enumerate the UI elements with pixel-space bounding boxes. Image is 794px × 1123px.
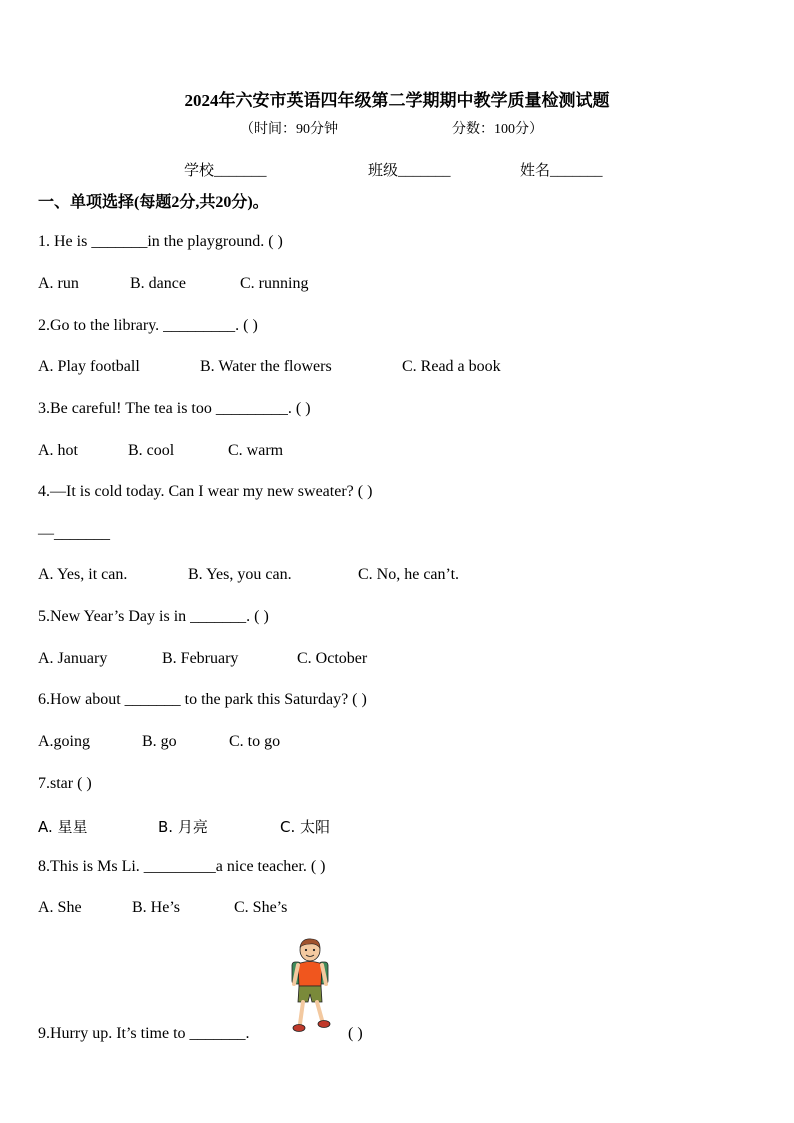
q9-answer-paren: ( ) [348,1025,363,1042]
question-8: 8.This is Ms Li. _________a nice teacher. ( ) [38,858,326,875]
exam-score: 分数：100分） [452,122,543,137]
q3-option-c: C. warm [228,442,284,459]
q3-option-a: A. hot [38,442,78,459]
q2-option-a: A. Play football [38,358,140,375]
q7-option-b: B. 月亮 [158,818,208,836]
q5-option-a: A. January [38,650,108,667]
q3-option-b: B. cool [128,442,175,459]
q2-option-b: B. Water the flowers [200,358,332,375]
question-2: 2.Go to the library. _________. ( ) [38,317,258,334]
q6-option-a: A.going [38,733,90,750]
school-field: 学校_______ [184,163,267,179]
question-7: 7.star ( ) [38,775,92,792]
q4-option-a: A. Yes, it can. [38,566,128,583]
exam-time: （时间：90分钟 [240,122,338,137]
class-field: 班级_______ [368,163,451,179]
q1-option-b: B. dance [130,275,186,292]
q8-option-c: C. She’s [234,899,288,916]
q7-option-c: C. 太阳 [280,818,331,836]
question-1: 1. He is _______in the playground. ( ) [38,233,283,250]
q5-option-b: B. February [162,650,239,667]
q2-option-c: C. Read a book [402,358,501,375]
question-3: 3.Be careful! The tea is too _________. ( ) [38,400,311,417]
question-5: 5.New Year’s Day is in _______. ( ) [38,608,269,625]
question-6: 6.How about _______ to the park this Saturday? ( ) [38,691,367,708]
question-9: 9.Hurry up. It’s time to _______. [38,1025,250,1042]
q6-option-b: B. go [142,733,177,750]
q1-option-a: A. run [38,275,79,292]
q4-option-b: B. Yes, you can. [188,566,292,583]
question-4: 4.—It is cold today. Can I wear my new sweater? ( ) [38,483,373,500]
section-title: 一、单项选择(每题2分,共20分)。 [38,194,269,211]
q5-option-c: C. October [297,650,368,667]
q4-option-c: C. No, he can’t. [358,566,460,583]
q1-option-c: C. running [240,275,309,292]
q8-option-a: A. She [38,899,82,916]
q7-option-a: A. 星星 [38,818,88,836]
q6-option-c: C. to go [229,733,281,750]
q8-option-b: B. He’s [132,899,180,916]
q4-answer-line: —_______ [38,525,110,542]
name-field: 姓名_______ [520,163,603,179]
boy-with-backpack-icon [284,936,336,1038]
page-title: 2024年六安市英语四年级第二学期期中教学质量检测试题 [184,91,610,110]
